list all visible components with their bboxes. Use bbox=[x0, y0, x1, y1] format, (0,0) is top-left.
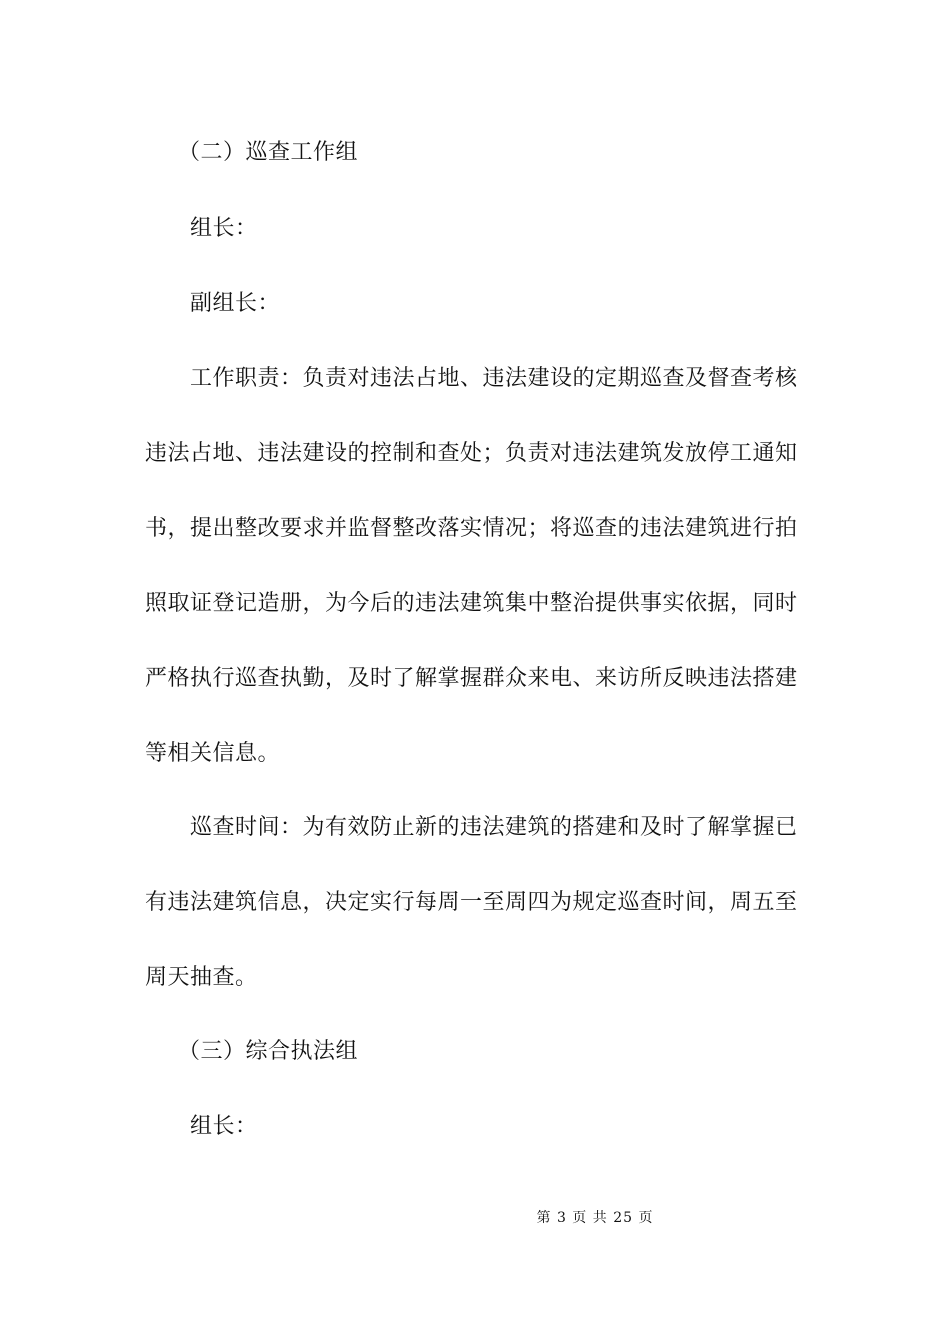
section-heading-patrol-group: （二）巡查工作组 bbox=[178, 140, 359, 165]
patrol-time-paragraph-line: 有违法建筑信息，决定实行每周一至周四为规定巡查时间，周五至 bbox=[145, 890, 798, 915]
patrol-time-paragraph-line: 周天抽查。 bbox=[145, 965, 258, 990]
patrol-deputy-leader-label: 副组长： bbox=[190, 291, 281, 316]
duties-paragraph-line: 照取证登记造册，为今后的违法建筑集中整治提供事实依据，同时 bbox=[145, 591, 798, 616]
enforcement-leader-label: 组长： bbox=[190, 1114, 258, 1139]
patrol-leader-label: 组长： bbox=[190, 216, 258, 241]
section-heading-enforcement-group: （三）综合执法组 bbox=[178, 1039, 359, 1064]
page-number-footer: 第 3 页 共 25 页 bbox=[536, 1210, 654, 1226]
duties-paragraph-line: 工作职责：负责对违法占地、违法建设的定期巡查及督查考核 bbox=[190, 366, 798, 391]
duties-paragraph-line: 书，提出整改要求并监督整改落实情况；将巡查的违法建筑进行拍 bbox=[145, 516, 798, 541]
duties-paragraph-line: 严格执行巡查执勤，及时了解掌握群众来电、来访所反映违法搭建 bbox=[145, 666, 798, 691]
duties-paragraph-line: 违法占地、违法建设的控制和查处；负责对违法建筑发放停工通知 bbox=[145, 441, 798, 466]
duties-paragraph-line: 等相关信息。 bbox=[145, 741, 281, 766]
patrol-time-paragraph-line: 巡查时间：为有效防止新的违法建筑的搭建和及时了解掌握已 bbox=[190, 815, 798, 840]
